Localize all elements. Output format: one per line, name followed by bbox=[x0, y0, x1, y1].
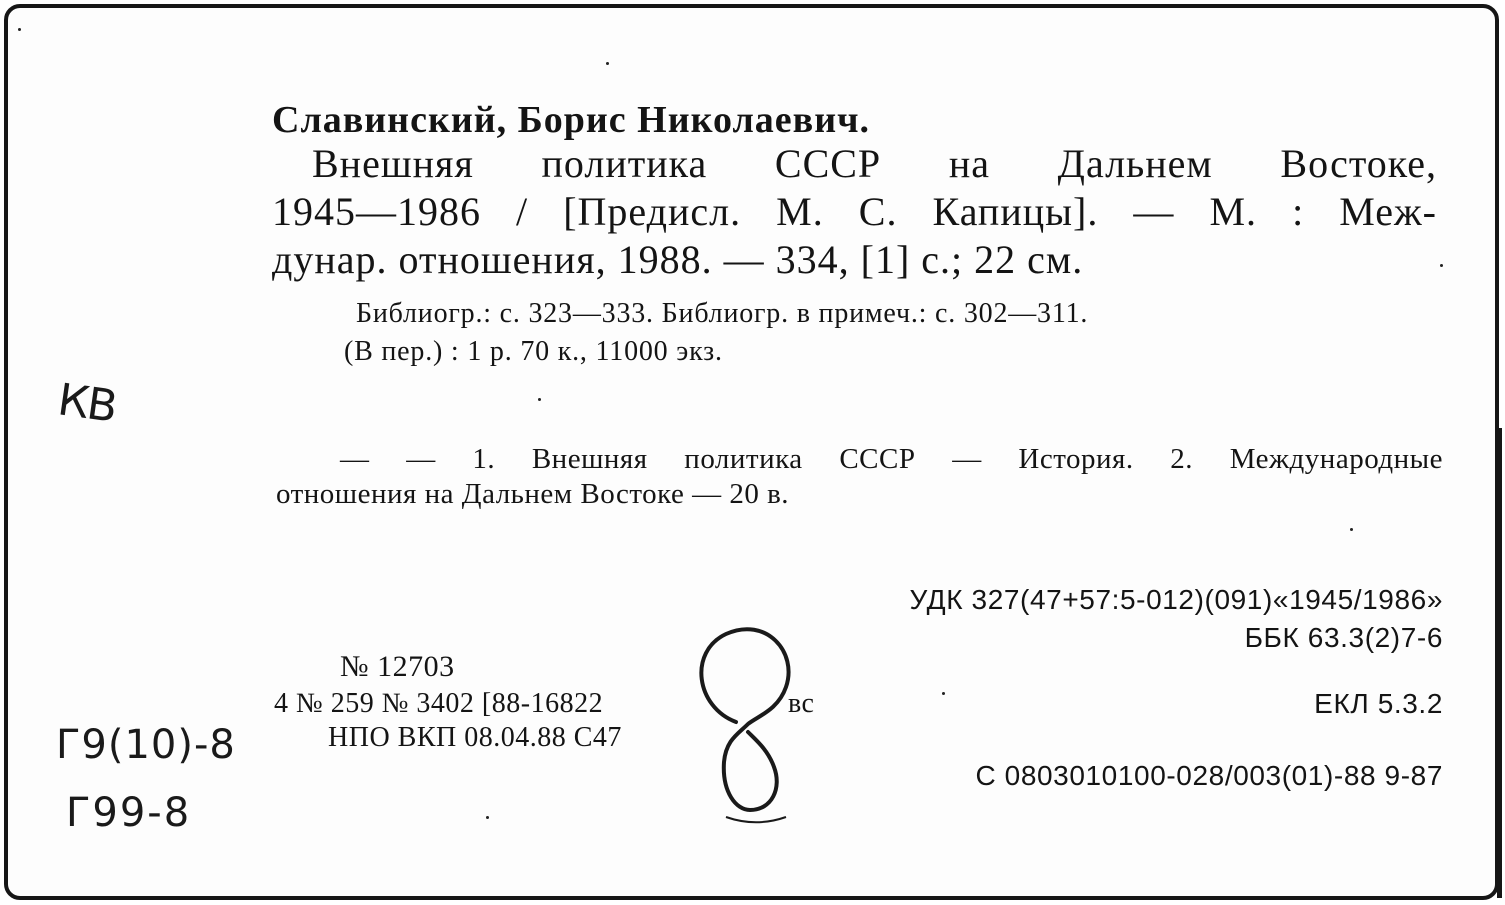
title-line-1: Внешняя политика СССР на Дальнем Востоке, bbox=[312, 141, 1437, 186]
bbk-code: ББК 63.3(2)7-6 bbox=[1244, 622, 1443, 653]
handwritten-mark: КВ bbox=[54, 374, 119, 433]
catalog-code: С 0803010100-028/003(01)-88 9-87 bbox=[975, 760, 1443, 791]
subject-headings-line-1: — — 1. Внешняя политика СССР — История. 2. Международные bbox=[340, 443, 1443, 475]
print-info-line-1: 4 № 259 № 3402 [88-16822 bbox=[274, 688, 604, 719]
title-line-2: 1945—1986 / [Предисл. М. С. Капицы]. — М. : Меж- bbox=[272, 189, 1437, 234]
ekl-code: ЕКЛ 5.3.2 bbox=[1314, 688, 1443, 719]
handwritten-shelf-code-1: Г9(10)-8 bbox=[56, 722, 236, 768]
print-info-suffix: вс bbox=[788, 688, 815, 719]
title-line-3: дунар. отношения, 1988. — 334, [1] с.; 22 см. bbox=[272, 237, 1084, 282]
speck bbox=[606, 62, 609, 65]
card-number: № 12703 bbox=[340, 650, 455, 683]
udk-code: УДК 327(47+57:5-012)(091)«1945/1986» bbox=[909, 584, 1443, 615]
subject-headings-line-2: отношения на Дальнем Востоке — 20 в. bbox=[276, 478, 790, 510]
figure-eight-mark bbox=[686, 612, 806, 842]
handwritten-shelf-code-2: Г99-8 bbox=[66, 790, 192, 836]
author-heading: Славинский, Борис Николаевич. bbox=[272, 99, 871, 141]
speck bbox=[1350, 528, 1353, 531]
print-info-line-2: НПО ВКП 08.04.88 С47 bbox=[328, 722, 622, 753]
speck bbox=[18, 28, 21, 31]
speck bbox=[1440, 264, 1443, 267]
bibliography-note: Библиогр.: с. 323—333. Библиогр. в примеч.: с. 302—311. bbox=[356, 298, 1089, 329]
speck bbox=[486, 816, 489, 819]
price-note: (В пер.) : 1 р. 70 к., 11000 экз. bbox=[344, 336, 723, 367]
speck bbox=[942, 692, 945, 695]
speck bbox=[538, 398, 541, 401]
